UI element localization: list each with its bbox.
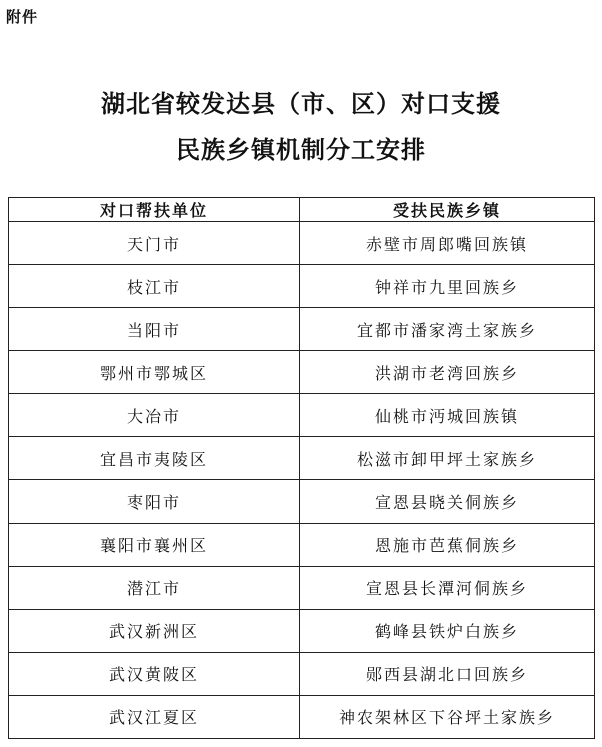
helper-cell: 大冶市 <box>9 394 300 437</box>
helper-cell: 当阳市 <box>9 308 300 351</box>
table-row <box>9 265 595 308</box>
table-row <box>9 351 595 394</box>
recipient-cell: 松滋市卸甲坪土家族乡 <box>300 437 595 480</box>
recipient-cell: 郧西县湖北口回族乡 <box>300 652 595 695</box>
recipient-cell: 宣恩县长潭河侗族乡 <box>300 566 595 609</box>
helper-cell: 枣阳市 <box>9 480 300 523</box>
helper-cell: 武汉黄陂区 <box>9 652 300 695</box>
helper-cell: 枝江市 <box>9 265 300 308</box>
table-row <box>9 222 595 265</box>
attachment-label: 附件 <box>6 8 39 26</box>
table-row <box>9 652 595 695</box>
header-recipient-township: 受扶民族乡镇 <box>300 198 595 222</box>
helper-cell: 潜江市 <box>9 566 300 609</box>
helper-cell: 天门市 <box>9 222 300 265</box>
recipient-cell: 神农架林区下谷坪土家族乡 <box>300 695 595 738</box>
table-row <box>9 695 595 738</box>
helper-cell: 宜昌市夷陵区 <box>9 437 300 480</box>
recipient-cell: 宜都市潘家湾土家族乡 <box>300 308 595 351</box>
recipient-cell: 钟祥市九里回族乡 <box>300 265 595 308</box>
table-row <box>9 523 595 566</box>
document-title-line-1: 湖北省较发达县（市、区）对口支援 <box>101 90 501 118</box>
table-row <box>9 609 595 652</box>
recipient-cell: 仙桃市沔城回族镇 <box>300 394 595 437</box>
recipient-cell: 宣恩县晓关侗族乡 <box>300 480 595 523</box>
helper-cell: 武汉江夏区 <box>9 695 300 738</box>
table-row <box>9 394 595 437</box>
table-row <box>9 437 595 480</box>
recipient-cell: 洪湖市老湾回族乡 <box>300 351 595 394</box>
recipient-cell: 赤壁市周郎嘴回族镇 <box>300 222 595 265</box>
recipient-cell: 恩施市芭蕉侗族乡 <box>300 523 595 566</box>
helper-cell: 武汉新洲区 <box>9 609 300 652</box>
table-header-row <box>9 198 595 222</box>
helper-cell: 襄阳市襄州区 <box>9 523 300 566</box>
table-row <box>9 566 595 609</box>
table-row <box>9 308 595 351</box>
table-row <box>9 480 595 523</box>
header-helper-unit: 对口帮扶单位 <box>9 198 300 222</box>
assignment-table <box>8 197 595 739</box>
helper-cell: 鄂州市鄂城区 <box>9 351 300 394</box>
recipient-cell: 鹤峰县铁炉白族乡 <box>300 609 595 652</box>
document-title-line-2: 民族乡镇机制分工安排 <box>176 136 426 164</box>
